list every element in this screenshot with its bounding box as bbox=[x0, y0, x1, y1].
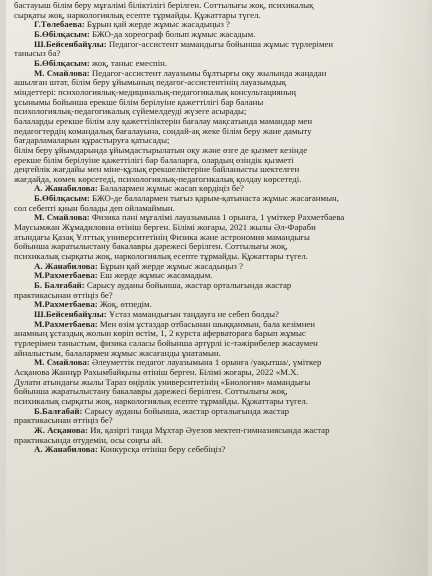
text-line bbox=[14, 98, 428, 108]
line-text: Ұстаз мамандығын таңдауға не себеп болды? bbox=[106, 310, 279, 319]
text-line bbox=[14, 78, 428, 88]
text-line bbox=[14, 1, 428, 11]
speaker-name: Б.Өбілқасым: bbox=[34, 29, 90, 39]
protocol-text bbox=[14, 1, 428, 455]
text-line bbox=[14, 146, 428, 156]
line-text: Конкурсқа өтініш беру себебіңіз? bbox=[97, 445, 226, 455]
line-text: Педагог-ассистент мамандығы бойынша жұмыс түрлерімен bbox=[106, 39, 334, 49]
speaker-name: А. Жанабилова: bbox=[34, 445, 98, 455]
line-text: Асқанова Жаннұр Рахымбайқызы өтініш берген. Білімі жоғары, 2022 «М.Х. bbox=[14, 367, 299, 377]
line-text: айналыстым, балалармен жұмыс жасағанды ұнатамын. bbox=[14, 348, 221, 358]
line-text: Жоқ, өтпедім. bbox=[97, 300, 152, 310]
speaker-name: Ж. Асқанова: bbox=[34, 425, 88, 435]
text-line bbox=[14, 426, 428, 436]
line-text: психологиялық-педагогикалық сүйемелдеуді жүзеге асырады; bbox=[14, 107, 247, 117]
text-line bbox=[14, 378, 428, 388]
text-line bbox=[14, 233, 428, 243]
speaker-name: Б. Балғабай: bbox=[34, 281, 85, 291]
text-line bbox=[14, 136, 428, 146]
line-text: Мен өзім ұстаздар отбасынан шыққанмын, бала кезімнен bbox=[97, 319, 316, 329]
line-text: сырқаты жоқ, наркологиялық есепте тұрмайды. Құжаттары түгел. bbox=[14, 10, 261, 20]
text-line bbox=[14, 329, 428, 339]
line-text: БЖО-де балалармен тығыз қарым-қатынаста жұмыс жасағанмын, bbox=[89, 194, 339, 204]
line-text: міндеттері: психологиялық-медициналық-педагогикалық консультацияның bbox=[14, 87, 296, 97]
text-line bbox=[14, 349, 428, 359]
text-line bbox=[14, 320, 428, 330]
line-text: практикасында өтудемін, осы соңғы ай. bbox=[14, 435, 163, 445]
line-text: психикалық сырқаты жоқ, наркологиялық есепте тұрмайды. Құжаттары түгел. bbox=[14, 252, 308, 262]
text-line bbox=[14, 358, 428, 368]
text-line bbox=[14, 407, 428, 417]
speaker-name: Ш.Бейсенбайұлы: bbox=[34, 39, 107, 49]
text-line bbox=[14, 40, 428, 50]
text-line bbox=[14, 310, 428, 320]
line-text: Маусымжан Жұмадиловна өтініш берген. Білімі жоғары, 2021 жылы Әл-Фараби bbox=[14, 223, 316, 233]
line-text: бастауыш білім беру мұғалімі біліктілігі берілген. Соттылығы жоқ, психикалық bbox=[14, 1, 314, 10]
line-text: практикасынан өттіңіз бе? bbox=[14, 416, 113, 426]
line-text: Бұрын қай жерде жұмыс жасадыңыз ? bbox=[84, 20, 230, 30]
text-line bbox=[14, 49, 428, 59]
text-line bbox=[14, 223, 428, 233]
line-text: Педагог-ассистент лауазымы бұлтырғы оқу жылында жаңадан bbox=[89, 68, 327, 78]
line-text: БЖО-да хореограф болып жұмыс жасадым. bbox=[89, 29, 256, 39]
text-line bbox=[14, 175, 428, 185]
line-text: Сарысу ауданы бойынша, жастар орталығында жастар bbox=[84, 281, 292, 291]
line-text: танысыз ба? bbox=[14, 49, 61, 59]
speaker-name: Б.Өбілқасым: bbox=[34, 58, 90, 68]
line-text: ұсынымы бойынша ерекше білім берілуіне қажеттілігі бар баланы bbox=[14, 97, 264, 107]
text-line bbox=[14, 271, 428, 281]
speaker-name: М. Смайлова: bbox=[34, 68, 90, 78]
line-text: Еш жерде жұмыс жасамадым. bbox=[97, 271, 213, 281]
text-line bbox=[14, 281, 428, 291]
line-text: балаларды ерекше білім алу қажеттіліктерін бағалау мақсатында мамандар мен bbox=[14, 116, 313, 126]
text-line bbox=[14, 117, 428, 127]
text-line bbox=[14, 445, 428, 455]
line-text: жағдайда, көмек көрсетеді, психологиялық-педагогикалық қолдау көрсетеді. bbox=[14, 174, 302, 184]
text-line bbox=[14, 368, 428, 378]
line-text: Сарысу ауданы бойынша, жастар орталығында жастар bbox=[82, 406, 290, 416]
speaker-name: А. Жанабилова: bbox=[34, 184, 98, 194]
line-text: бойынша жаратылыстану бакалавры дәрежесі берілген. Соттылығы жоқ, bbox=[14, 387, 288, 397]
text-line bbox=[14, 252, 428, 262]
text-line bbox=[14, 156, 428, 166]
speaker-name: А. Жанабилова: bbox=[34, 261, 98, 271]
speaker-name: Ш.Бейсенбайұлы: bbox=[34, 310, 107, 319]
document-page bbox=[6, 0, 428, 576]
text-line bbox=[14, 165, 428, 175]
speaker-name: М. Смайлова: bbox=[34, 358, 90, 368]
text-line bbox=[14, 127, 428, 137]
line-text: практикасынан өттіңіз бе? bbox=[14, 290, 113, 300]
line-text: ерекше білім берілуіне қажеттілігі бар балаларға, олардың өзіндік қызметі bbox=[14, 155, 294, 165]
speaker-name: Б.Өбілқасым: bbox=[34, 194, 90, 204]
text-line bbox=[14, 204, 428, 214]
text-line bbox=[14, 194, 428, 204]
line-text: Бұрын қай жерде жұмыс жасадыңыз ? bbox=[97, 261, 243, 271]
text-line bbox=[14, 30, 428, 40]
text-line bbox=[14, 387, 428, 397]
text-line bbox=[14, 69, 428, 79]
text-line bbox=[14, 436, 428, 446]
speaker-name: Б.Балғабай: bbox=[34, 406, 83, 416]
line-text: Ия, қазіргі таңда Мұхтар Әуезов мектеп-гимназиясында жастар bbox=[87, 425, 330, 435]
line-text: психикалық сырқаты жоқ, наркологиялық есепте тұрмайды. Құжаттары түгел. bbox=[14, 396, 308, 406]
text-line bbox=[14, 88, 428, 98]
text-line bbox=[14, 300, 428, 310]
line-text: бойынша жаратылыстану бакалавры дәрежесі берілген. Соттылығы жоқ, bbox=[14, 242, 288, 252]
text-line bbox=[14, 262, 428, 272]
line-text: түрлерімен таныстым, физика саласы бойынша әртүрлі іс-тәжірибелер жасаумен bbox=[14, 338, 318, 348]
line-text: деңгейлік жағдайы мен міне-құлық ерекшеліктеріне байланысты шектелген bbox=[14, 165, 300, 175]
text-line bbox=[14, 184, 428, 194]
text-line bbox=[14, 291, 428, 301]
text-line bbox=[14, 242, 428, 252]
line-text: Дулати атындағы жылы Тараз өңірлік университетінің «Биология» мамандығы bbox=[14, 377, 311, 387]
text-line bbox=[14, 107, 428, 117]
line-text: Балалармен жұмыс жасап көрдіңіз бе? bbox=[97, 184, 244, 194]
text-line bbox=[14, 213, 428, 223]
line-text: ашылған штат, білім беру ұйымының педагог-ассистентінің лауазымдық bbox=[14, 78, 287, 88]
text-line bbox=[14, 339, 428, 349]
line-text: атындағы Қазақ Ұлттық университетінің Физика және астрономия мамандығы bbox=[14, 232, 310, 242]
line-text: жоқ, таныс емеспін. bbox=[89, 58, 168, 68]
line-text: Әлеуметтік педагог лауазымына 1 орынға /уақытша/, үміткер bbox=[89, 358, 322, 368]
line-text: бағдарламаларын құрастыруға қатысады; bbox=[14, 136, 170, 146]
speaker-name: М.Рахметбаева: bbox=[34, 271, 98, 281]
text-line bbox=[14, 20, 428, 30]
speaker-name: М. Смайлова: bbox=[34, 213, 90, 223]
text-line bbox=[14, 11, 428, 21]
text-line bbox=[14, 59, 428, 69]
line-text: сол себепті қиын болады деп ойламаймын. bbox=[14, 203, 175, 213]
text-line bbox=[14, 416, 428, 426]
speaker-name: Г.Төлебаева: bbox=[34, 20, 85, 30]
line-text: білім беру ұйымдарында ұйымдастырылатын оқу және өзге де қызмет кезінде bbox=[14, 145, 308, 155]
line-text: анамның ұстаздық жолын көріп өстім, 1, 2 курста аферватораға барып жұмыс bbox=[14, 329, 306, 339]
line-text: Физика пәні мұғалімі лауазымына 1 орынға, 1 үміткер Рахметбаева bbox=[89, 213, 345, 223]
speaker-name: М.Рахметбаева: bbox=[34, 300, 98, 310]
line-text: педагогтердің командалық бағалауына, сондай-ақ жеке білім беру жане дамыту bbox=[14, 126, 312, 136]
speaker-name: М.Рахметбаева: bbox=[34, 319, 98, 329]
text-line bbox=[14, 397, 428, 407]
